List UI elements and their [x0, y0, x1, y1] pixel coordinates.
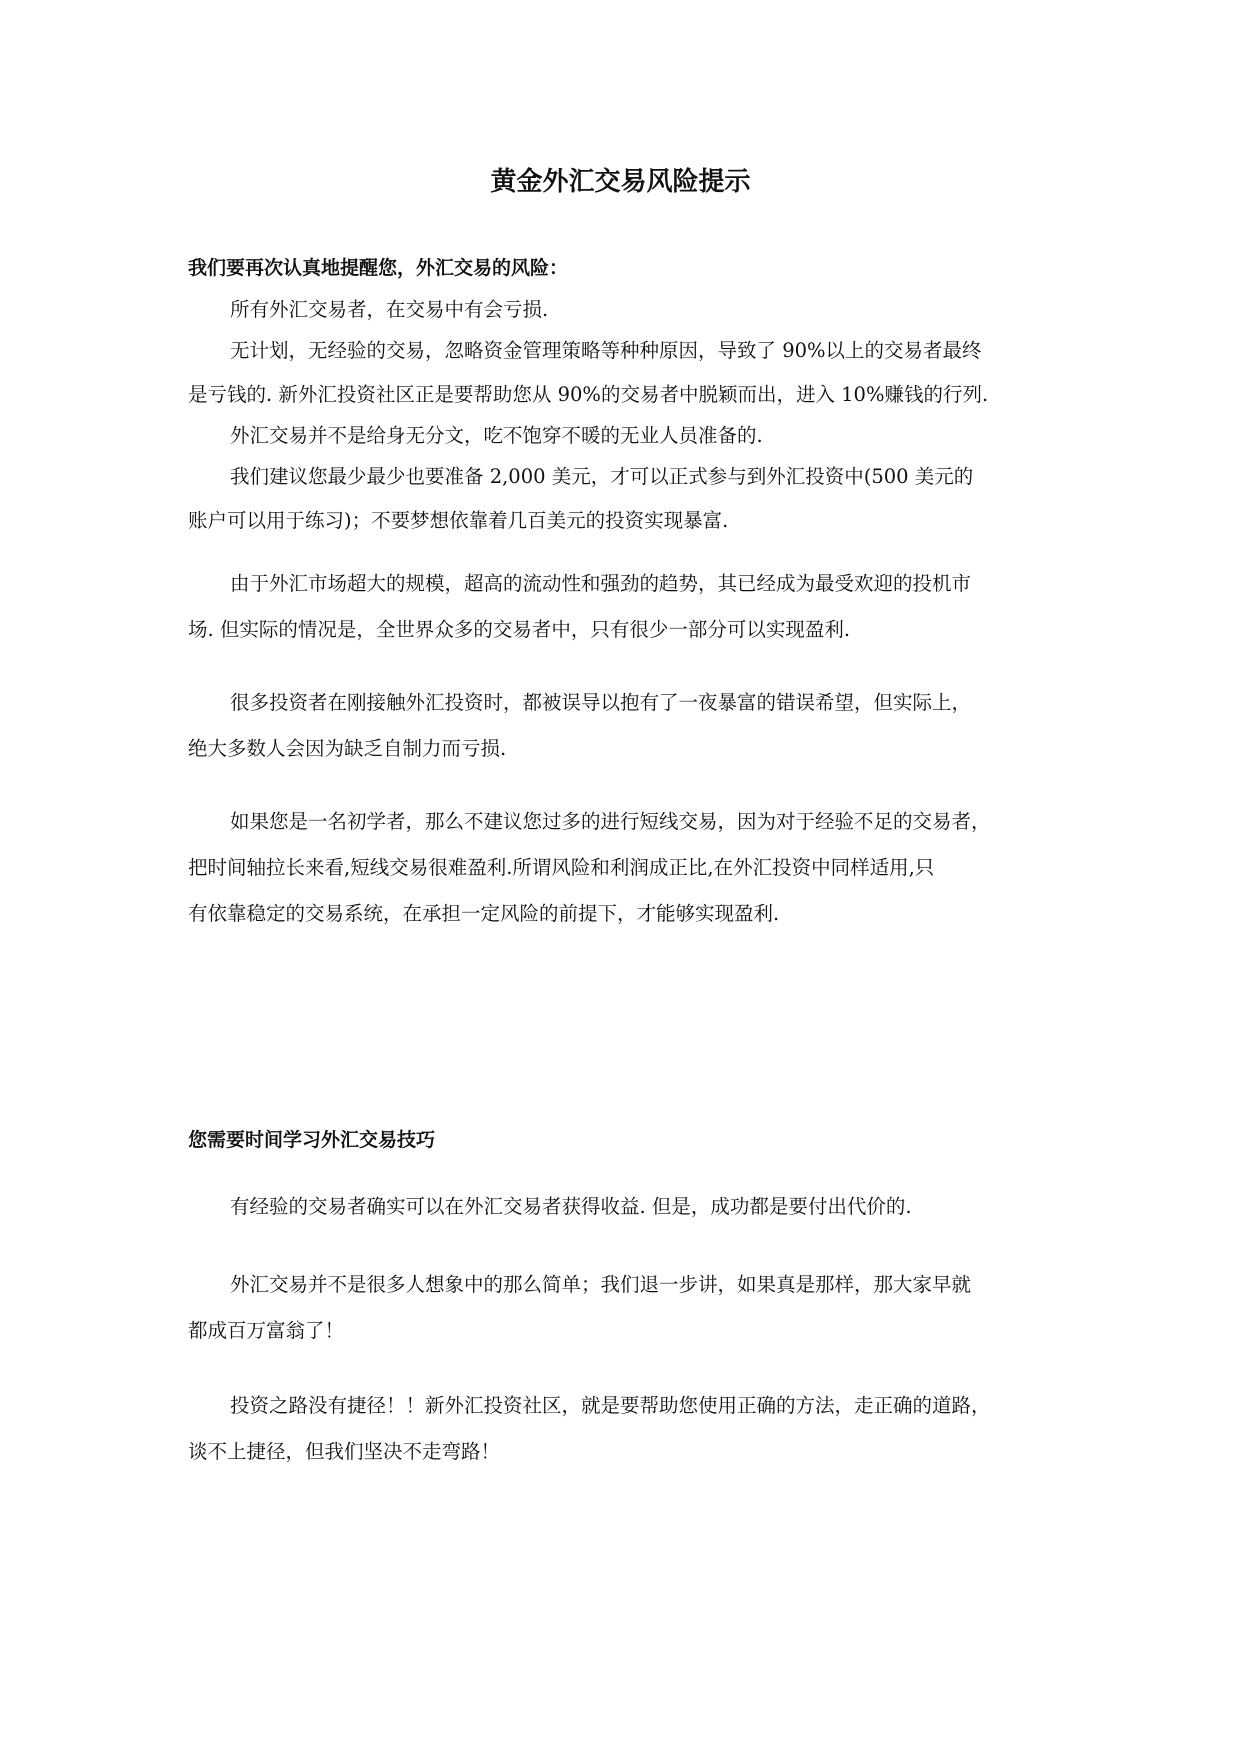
paragraph-line: 有依靠稳定的交易系统，在承担一定风险的前提下，才能够实现盈利. [188, 902, 780, 925]
paragraph-line: 谈不上捷径，但我们坚决不走弯路！ [188, 1440, 501, 1463]
paragraph-line: 由于外汇市场超大的规模，超高的流动性和强劲的趋势，其已经成为最受欢迎的投机市 [230, 572, 972, 595]
paragraph [188, 329, 1088, 417]
paragraph-line: 把时间轴拉长来看,短线交易很难盈利.所谓风险和利润成正比,在外汇投资中同样适用,只 [188, 856, 935, 879]
paragraph-line: 有经验的交易者确实可以在外汇交易者获得收益. 但是，成功都是要付出代价的. [230, 1195, 912, 1218]
paragraph-line: 如果您是一名初学者，那么不建议您过多的进行短线交易，因为对于经验不足的交易者， [230, 810, 991, 833]
paragraph [188, 1262, 1088, 1354]
paragraph [188, 561, 1088, 653]
paragraph-line: 外汇交易并不是很多人想象中的那么简单；我们退一步讲，如果真是那样，那大家早就 [230, 1273, 972, 1296]
paragraph [188, 1383, 1088, 1475]
paragraph-line: 很多投资者在刚接触外汇投资时，都被误导以抱有了一夜暴富的错误希望，但实际上， [230, 691, 972, 714]
paragraph-line: 绝大多数人会因为缺乏自制力而亏损. [188, 737, 507, 760]
section-heading-learn: 您需要时间学习外汇交易技巧 [188, 1129, 436, 1151]
paragraph [188, 1185, 1088, 1229]
paragraph [188, 288, 1088, 332]
section-heading-risk: 我们要再次认真地提醒您，外汇交易的风险： [188, 257, 569, 279]
paragraph-line: 我们建议您最少最少也要准备 2,000 美元，才可以正式参与到外汇投资中(500 美元的 [230, 465, 974, 488]
paragraph-line: 无计划，无经验的交易，忽略资金管理策略等种种原因，导致了 90%以上的交易者最终 [230, 339, 982, 362]
paragraph-line: 账户可以用于练习)；不要梦想依靠着几百美元的投资实现暴富. [188, 509, 729, 532]
paragraph-line: 是亏钱的. 新外汇投资社区正是要帮助您从 90%的交易者中脱颖而出，进入 10%赚钱的行列. [188, 383, 989, 406]
paragraph-line: 外汇交易并不是给身无分文，吃不饱穿不暖的无业人员准备的. [230, 424, 763, 447]
paragraph-line: 都成百万富翁了！ [188, 1319, 345, 1342]
paragraph [188, 799, 1088, 937]
paragraph-line: 所有外汇交易者，在交易中有会亏损. [230, 298, 549, 321]
paragraph [188, 680, 1088, 772]
document-title: 黄金外汇交易风险提示 [490, 167, 751, 197]
paragraph-line: 场. 但实际的情况是，全世界众多的交易者中，只有很少一部分可以实现盈利. [188, 618, 851, 641]
paragraph-line: 投资之路没有捷径！！新外汇投资社区，就是要帮助您使用正确的方法，走正确的道路， [230, 1394, 991, 1417]
paragraph [188, 414, 1088, 458]
paragraph [188, 455, 1088, 543]
